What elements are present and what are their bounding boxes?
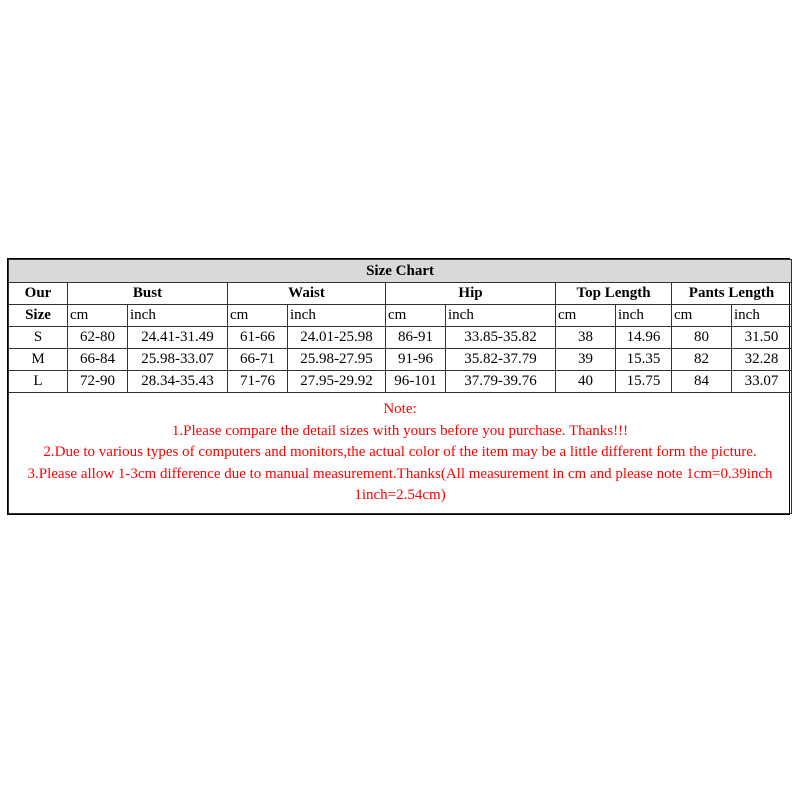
waist-header: Waist bbox=[228, 283, 386, 305]
pants-inch-cell: 32.28 bbox=[732, 349, 792, 371]
size-cell: L bbox=[9, 371, 68, 393]
top-inch-cell: 15.35 bbox=[616, 349, 672, 371]
table-row bbox=[9, 327, 792, 349]
hip-inch-cell: 37.79-39.76 bbox=[446, 371, 556, 393]
waist-inch-cell: 24.01-25.98 bbox=[288, 327, 386, 349]
note-line-2: 2.Due to various types of computers and monitors,the actual color of the item may be a little different form the picture. bbox=[43, 444, 757, 460]
bust-cm-cell: 62-80 bbox=[68, 327, 128, 349]
size-cell: S bbox=[9, 327, 68, 349]
bust-cm-header: cm bbox=[68, 305, 128, 327]
waist-inch-cell: 27.95-29.92 bbox=[288, 371, 386, 393]
top-inch-header: inch bbox=[616, 305, 672, 327]
hip-inch-cell: 33.85-35.82 bbox=[446, 327, 556, 349]
bust-inch-cell: 28.34-35.43 bbox=[128, 371, 228, 393]
bust-cm-cell: 66-84 bbox=[68, 349, 128, 371]
hip-cm-cell: 96-101 bbox=[386, 371, 446, 393]
top-inch-cell: 15.75 bbox=[616, 371, 672, 393]
top-cm-cell: 39 bbox=[556, 349, 616, 371]
note-line-1: 1.Please compare the detail sizes with yours before you purchase. Thanks!!! bbox=[171, 422, 629, 439]
top-length-header: Top Length bbox=[556, 283, 672, 305]
hip-cm-cell: 91-96 bbox=[386, 349, 446, 371]
waist-cm-cell: 71-76 bbox=[228, 371, 288, 393]
size-header: Size bbox=[9, 305, 68, 327]
hip-header: Hip bbox=[386, 283, 556, 305]
pants-cm-header: cm bbox=[672, 305, 732, 327]
top-cm-cell: 38 bbox=[556, 327, 616, 349]
waist-cm-cell: 66-71 bbox=[228, 349, 288, 371]
pants-cm-cell: 80 bbox=[672, 327, 732, 349]
bust-cm-cell: 72-90 bbox=[68, 371, 128, 393]
top-cm-header: cm bbox=[556, 305, 616, 327]
bust-inch-cell: 24.41-31.49 bbox=[128, 327, 228, 349]
waist-cm-cell: 61-66 bbox=[228, 327, 288, 349]
note-line-3: 3.Please allow 1-3cm difference due to manual measurement.Thanks(All measurement in cm and please note 1cm=0.39inch 1inch=2.54cm) bbox=[27, 465, 773, 503]
note-section bbox=[9, 393, 792, 514]
top-cm-cell: 40 bbox=[556, 371, 616, 393]
pants-cm-cell: 82 bbox=[672, 349, 732, 371]
size-chart bbox=[7, 258, 790, 515]
pants-length-header: Pants Length bbox=[672, 283, 792, 305]
pants-inch-cell: 31.50 bbox=[732, 327, 792, 349]
bust-inch-header: inch bbox=[128, 305, 228, 327]
pants-inch-header: inch bbox=[732, 305, 792, 327]
size-cell: M bbox=[9, 349, 68, 371]
table-row bbox=[9, 371, 792, 393]
our-size-header: Our bbox=[9, 283, 68, 305]
hip-inch-cell: 35.82-37.79 bbox=[446, 349, 556, 371]
chart-title: Size Chart bbox=[9, 260, 792, 283]
waist-inch-header: inch bbox=[288, 305, 386, 327]
top-inch-cell: 14.96 bbox=[616, 327, 672, 349]
hip-cm-header: cm bbox=[386, 305, 446, 327]
pants-inch-cell: 33.07 bbox=[732, 371, 792, 393]
table-row bbox=[9, 349, 792, 371]
size-chart-table bbox=[8, 259, 792, 514]
hip-cm-cell: 86-91 bbox=[386, 327, 446, 349]
waist-inch-cell: 25.98-27.95 bbox=[288, 349, 386, 371]
bust-inch-cell: 25.98-33.07 bbox=[128, 349, 228, 371]
note-heading: Note: bbox=[383, 401, 417, 417]
waist-cm-header: cm bbox=[228, 305, 288, 327]
bust-header: Bust bbox=[68, 283, 228, 305]
pants-cm-cell: 84 bbox=[672, 371, 732, 393]
hip-inch-header: inch bbox=[446, 305, 556, 327]
